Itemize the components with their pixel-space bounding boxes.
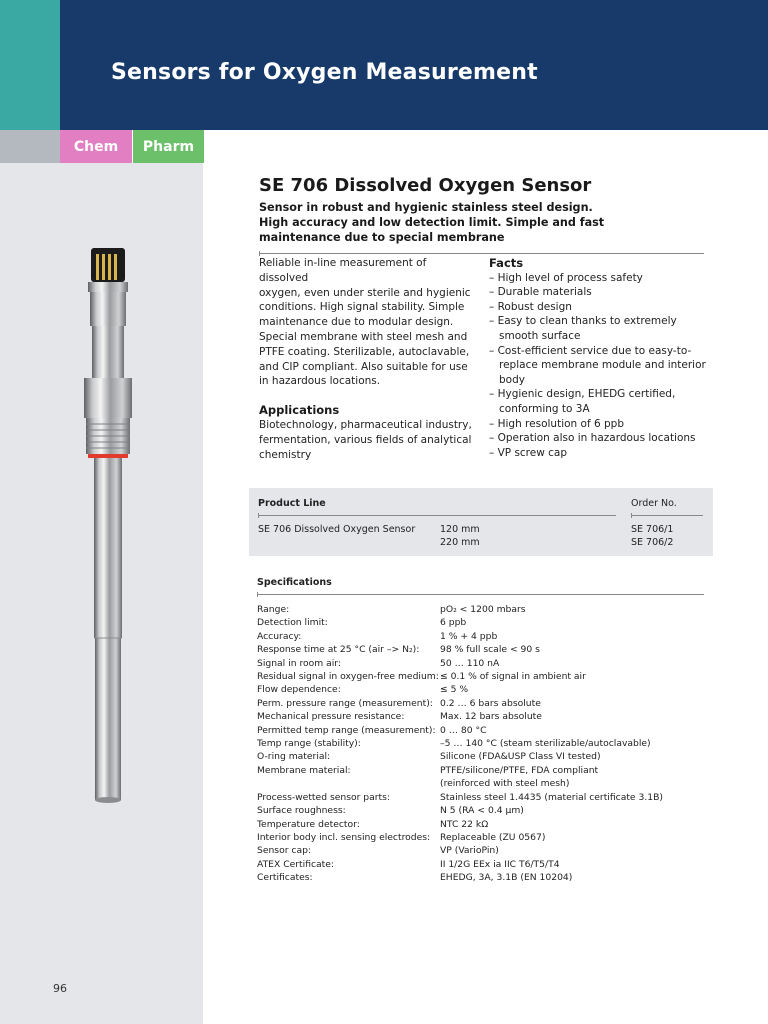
applications-line: Biotechnology, pharmaceutical industry, bbox=[259, 418, 472, 431]
product-title: SE 706 Dissolved Oxygen Sensor bbox=[259, 175, 592, 196]
spec-value: ≤ 5 % bbox=[440, 684, 469, 696]
list-item: – Durable materials bbox=[489, 286, 592, 299]
spec-key: Flow dependence: bbox=[257, 684, 341, 696]
spec-key: Process-wetted sensor parts: bbox=[257, 791, 391, 803]
spec-key: Membrane material: bbox=[257, 764, 351, 776]
product-line-box bbox=[249, 488, 713, 556]
spec-value: 98 % full scale < 90 s bbox=[440, 644, 540, 656]
applications-line: fermentation, various fields of analytical bbox=[259, 433, 472, 446]
spec-key: Response time at 25 °C (air –> N₂): bbox=[257, 644, 420, 656]
subtitle-line: High accuracy and low detection limit. Simple and fast bbox=[259, 216, 605, 229]
subtitle-line: maintenance due to special membrane bbox=[259, 231, 505, 244]
list-item: – Operation also in hazardous locations bbox=[489, 432, 696, 445]
list-item: – VP screw cap bbox=[489, 446, 568, 459]
divider bbox=[257, 594, 704, 595]
spec-value: 0.2 … 6 bars absolute bbox=[440, 697, 541, 709]
product-line-heading: Product Line bbox=[258, 498, 326, 509]
spec-key bbox=[257, 777, 440, 790]
divider bbox=[631, 515, 703, 516]
table-row bbox=[257, 777, 717, 790]
table-row bbox=[257, 791, 717, 804]
table-row bbox=[257, 603, 717, 616]
page-title: Sensors for Oxygen Measurement bbox=[111, 60, 538, 85]
page-number: 96 bbox=[53, 982, 67, 995]
facts-list bbox=[489, 271, 709, 461]
spec-value: Replaceable (ZU 0567) bbox=[440, 831, 546, 843]
description-line: oxygen, even under sterile and hygienic bbox=[259, 286, 471, 299]
spec-value: 1 % + 4 ppb bbox=[440, 630, 498, 642]
order-no-heading: Order No. bbox=[631, 498, 677, 509]
spec-value: pO₂ < 1200 mbars bbox=[440, 604, 526, 615]
spec-value: VP (VarioPin) bbox=[440, 845, 499, 857]
list-item: – Easy to clean thanks to extremely smooth surface bbox=[489, 315, 677, 342]
table-row bbox=[257, 697, 717, 710]
list-item: – High resolution of 6 ppb bbox=[489, 417, 624, 430]
list-item: – High level of process safety bbox=[489, 271, 643, 284]
description-line: in hazardous locations. bbox=[259, 375, 381, 388]
spec-key: Certificates: bbox=[257, 872, 313, 884]
description-line: Reliable in-line measurement of dissolved bbox=[259, 257, 427, 284]
spec-value: Max. 12 bars absolute bbox=[440, 711, 542, 723]
product-line-name: SE 706 Dissolved Oxygen Sensor bbox=[258, 524, 416, 535]
table-row bbox=[257, 750, 717, 763]
spec-key: Detection limit: bbox=[257, 617, 328, 629]
spec-key: Temp range (stability): bbox=[257, 738, 361, 750]
spec-value: Silicone (FDA&USP Class VI tested) bbox=[440, 751, 601, 763]
spec-key: O-ring material: bbox=[257, 751, 331, 763]
spec-key: Accuracy: bbox=[257, 630, 302, 642]
table-row bbox=[257, 616, 717, 629]
list-item: – Robust design bbox=[489, 300, 572, 313]
product-line-order: SE 706/1 bbox=[631, 524, 674, 535]
spec-value: PTFE/silicone/PTFE, FDA compliant bbox=[440, 764, 599, 776]
spec-value: 0 … 80 °C bbox=[440, 724, 487, 736]
divider bbox=[259, 253, 704, 254]
table-row bbox=[257, 844, 717, 857]
description-line: PTFE coating. Sterilizable, autoclavable, bbox=[259, 345, 470, 358]
list-item: – Hygienic design, EHEDG certified, conforming to 3A bbox=[489, 388, 676, 415]
header-accent-bar bbox=[0, 0, 60, 130]
table-row bbox=[257, 818, 717, 831]
spec-value: Stainless steel 1.4435 (material certificate 3.1B) bbox=[440, 791, 664, 803]
tab-pharm: Pharm bbox=[133, 130, 204, 163]
spec-value: 6 ppb bbox=[440, 617, 467, 629]
subtitle-line: Sensor in robust and hygienic stainless steel design. bbox=[259, 201, 593, 214]
product-line-order: SE 706/2 bbox=[631, 537, 674, 548]
description-line: and CIP compliant. Also suitable for use bbox=[259, 360, 468, 373]
spec-value: (reinforced with steel mesh) bbox=[440, 778, 570, 790]
spec-key: Range: bbox=[257, 604, 290, 615]
spec-value: NTC 22 kΩ bbox=[440, 818, 489, 830]
table-row bbox=[257, 858, 717, 871]
spec-value: EHEDG, 3A, 3.1B (EN 10204) bbox=[440, 872, 573, 884]
spec-key: Surface roughness: bbox=[257, 805, 346, 817]
table-row bbox=[257, 804, 717, 817]
spec-value: II 1/2G EEx ia IIC T6/T5/T4 bbox=[440, 858, 560, 870]
applications-heading: Applications bbox=[259, 403, 340, 418]
spec-key: Signal in room air: bbox=[257, 657, 342, 669]
table-row bbox=[257, 643, 717, 656]
specifications-heading: Specifications bbox=[257, 577, 332, 588]
spec-value: –5 … 140 °C (steam sterilizable/autoclavable) bbox=[440, 738, 651, 750]
list-item: – Cost-efficient service due to easy-to-replace membrane module and interior body bbox=[489, 344, 706, 386]
facts-column bbox=[489, 256, 709, 460]
table-row bbox=[257, 764, 717, 777]
table-row bbox=[257, 724, 717, 737]
spec-key: Temperature detector: bbox=[257, 818, 360, 830]
product-subtitle bbox=[259, 200, 714, 245]
spec-key: ATEX Certificate: bbox=[257, 858, 335, 870]
product-line-length: 120 mm bbox=[440, 524, 480, 535]
applications-line: chemistry bbox=[259, 448, 312, 461]
divider bbox=[258, 515, 616, 516]
spec-value: ≤ 0.1 % of signal in ambient air bbox=[440, 671, 586, 683]
product-line-length: 220 mm bbox=[440, 537, 480, 548]
spec-key: Interior body incl. sensing electrodes: bbox=[257, 831, 431, 843]
description-line: conditions. High signal stability. Simple bbox=[259, 301, 465, 314]
sensor-image bbox=[78, 246, 138, 806]
table-row bbox=[257, 630, 717, 643]
table-row bbox=[257, 871, 717, 884]
table-row bbox=[257, 683, 717, 696]
spec-key: Perm. pressure range (measurement): bbox=[257, 697, 433, 709]
spec-value: 50 … 110 nA bbox=[440, 657, 500, 669]
description-line: maintenance due to modular design. bbox=[259, 316, 454, 329]
tab-chem: Chem bbox=[60, 130, 132, 163]
spec-key: Residual signal in oxygen-free medium: bbox=[257, 671, 439, 683]
description-column bbox=[259, 256, 474, 462]
facts-heading: Facts bbox=[489, 256, 524, 270]
specifications-table bbox=[257, 603, 717, 885]
table-row bbox=[257, 737, 717, 750]
spec-key: Permitted temp range (measurement): bbox=[257, 724, 436, 736]
description-line: Special membrane with steel mesh and bbox=[259, 330, 468, 343]
table-row bbox=[257, 710, 717, 723]
product-header bbox=[259, 175, 714, 254]
table-row bbox=[257, 657, 717, 670]
spec-key: Mechanical pressure resistance: bbox=[257, 711, 405, 723]
table-row bbox=[257, 831, 717, 844]
spec-value: N 5 (RA < 0.4 µm) bbox=[440, 805, 524, 817]
table-row bbox=[257, 670, 717, 683]
left-strip bbox=[0, 130, 60, 163]
spec-key: Sensor cap: bbox=[257, 845, 312, 857]
